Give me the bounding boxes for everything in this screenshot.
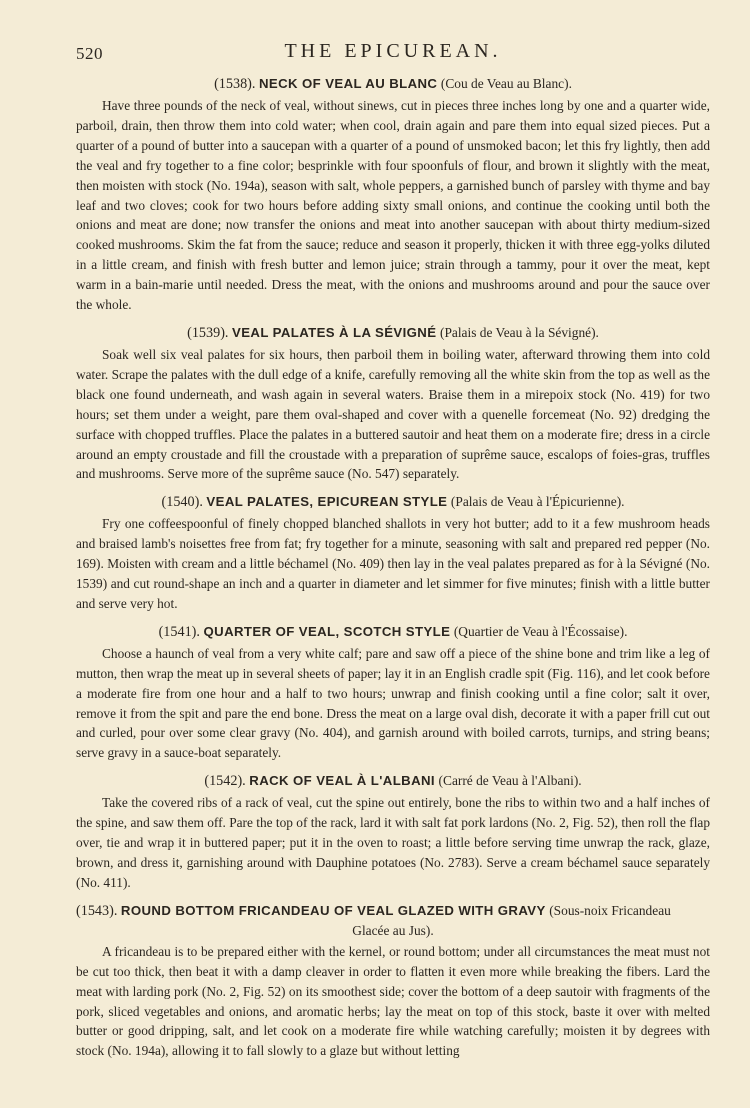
recipe-heading xyxy=(76,323,710,343)
recipe-body: Choose a haunch of veal from a very white calf; pare and saw off a piece of the shine bone and trim like a leg of mutton, then wrap the meat up in several sheets of paper; lay it in an English cradle spit (Fig. 116), and let cook before a moderate fire from one hour and a half to two hours; unwrap and finish cooking until a fine color; salt it over, remove it from the spit and pare the end bone. Dress the meat on a large oval dish, decorate it with a paper frill cut out and curled, pour over some clear gravy (No. 404), and garnish around with boiled carrots, turnips, and string beans; serve gravy in a sauce-boat separately. xyxy=(76,645,710,761)
recipe-1541 xyxy=(76,622,710,763)
recipe-1540 xyxy=(76,492,710,614)
recipe-heading xyxy=(76,622,710,642)
recipe-number: (1538). xyxy=(214,76,256,92)
running-head xyxy=(76,40,710,74)
recipe-french-title: (Quartier de Veau à l'Écossaise). xyxy=(453,623,628,639)
recipe-heading xyxy=(76,771,710,791)
recipe-french-title: (Palais de Veau à l'Épicurienne). xyxy=(450,494,625,510)
recipe-number: (1540). xyxy=(161,494,203,511)
recipe-french-title: (Palais de Veau à la Sévigné). xyxy=(439,324,599,340)
recipe-body: Have three pounds of the neck of veal, without sinews, cut in pieces three inches long by one and a quarter wide, parboil, drain, then throw them into cold water; when cool, drain again and pare them into equal sized pieces. Put a quarter of a pound of butter into a saucepan with a quarter of a pound of unsmoked bacon; let this fry lightly, then add the veal and fry together to a fine color; besprinkle with four spoonfuls of flour, and brown it slightly with the meat, then moisten with stock (No. 194a), season with salt, whole peppers, a garnished bunch of parsley with thyme and bay leaf and two cloves; cook for two hours before adding sixty small onions, and continue the cooking until both the onions and meat are done; now transfer the onions and meat into another saucepan with about thirty medium-sized cooked mushrooms. Skim the fat from the sauce; reduce and season it properly, thicken it with three egg-yolks diluted in a little cream, and finish with fresh butter and lemon juice; strain through a tammy, pour it over the meat, kept warm in a bain-marie until needed. Dress the meat, with the onions and mushrooms around and pour the sauce over the whole. xyxy=(76,98,710,313)
running-title: THE EPICUREAN. xyxy=(284,40,502,62)
recipe-french-title: (Cou de Veau au Blanc). xyxy=(440,76,572,91)
recipe-french-title: (Sous-noix Fricandeau xyxy=(549,902,671,918)
recipe-number: (1542). xyxy=(204,773,246,790)
recipe-1539 xyxy=(76,323,710,484)
recipe-title: ROUND BOTTOM FRICANDEAU OF VEAL GLAZED WITH GRAVY xyxy=(120,902,546,918)
recipe-1542 xyxy=(76,771,710,893)
recipe-number: (1543). xyxy=(76,902,118,919)
recipe-body: Soak well six veal palates for six hours, then parboil them in boiling water, afterward throwing them into cold water. Scrape the palates with the dull edge of a knife, carefully removing all the white skin from the top as well as the black one found underneath, and wash again in several waters. Braise them in a mirepoix stock (No. 419) for two hours; set them under a weight, pare them oval-shaped and cover with a quenelle forcemeat (No. 92) dredging the surface with chopped truffles. Place the palates in a buttered sautoir and heat them on a moderate fire; dress in a circle around an empty croustade and fill the croustade with a preparation of suprême sauce, escalops of foies-gras, truffles and mushrooms. Serve more of the suprême sauce (No. 547) separately. xyxy=(76,346,710,482)
recipe-heading xyxy=(76,492,710,512)
recipe-title: VEAL PALATES À LA SÉVIGNÉ xyxy=(232,324,437,340)
recipe-french-title-continued: Glacée au Jus). xyxy=(352,922,434,938)
recipe-title: QUARTER OF VEAL, SCOTCH STYLE xyxy=(203,623,451,639)
page-number: 520 xyxy=(76,44,103,63)
recipe-title: NECK OF VEAL AU BLANC xyxy=(258,76,438,91)
recipe-title: RACK OF VEAL À L'ALBANI xyxy=(249,773,435,789)
recipe-1538 xyxy=(76,74,710,315)
recipe-title: VEAL PALATES, EPICUREAN STYLE xyxy=(206,494,448,510)
recipe-number: (1541). xyxy=(158,623,200,640)
recipe-body: A fricandeau is to be prepared either with the kernel, or round bottom; under all circumstances the meat must not be cut too thick, then beat it with a damp cleaver in order to flatten it even more while breaking the fibers. Lard the meat with larding pork (No. 2, Fig. 52) on its smoothest side; cover the bottom of a deep sautoir with fragments of the pork, sliced vegetables and onions, and aromatic herbs; lay the meat on top of this stock, baste it over with melted butter or good dripping, salt, and let cook on a moderate fire while watching carefully; moisten it by degrees with stock (No. 194a), allowing it to fall slowly to a glaze but without letting xyxy=(76,943,710,1059)
recipe-number: (1539). xyxy=(187,324,229,341)
recipe-heading xyxy=(76,74,710,94)
recipe-french-title: (Carré de Veau à l'Albani). xyxy=(438,773,582,789)
recipe-body: Fry one coffeespoonful of finely chopped blanched shallots in very hot butter; add to it a few mushroom heads and braised lamb's noisettes free from fat; fry together for a minute, seasoning with salt and prepared red pepper (No. 169). Moisten with cream and a little béchamel (No. 409) then lay in the veal palates prepared as for à la Sévigné (No. 1539) and cut round-shape an inch and a quarter in diameter and let simmer for five minutes; finish with a little butter and serve very hot. xyxy=(76,516,710,611)
recipe-body: Take the covered ribs of a rack of veal, cut the spine out entirely, bone the ribs to within two and a half inches of the spine, and saw them off. Pare the top of the rack, lard it with salt fat pork lardons (No. 2, Fig. 52), then roll the flap over, tie and wrap it in buttered paper; put it in the oven to roast; a little before serving time unwrap the rack, glaze, brown, and dress it, garnishing around with Dauphine potatoes (No. 2783). Serve a cream béchamel sauce separately (No. 411). xyxy=(76,795,710,890)
recipe-1543 xyxy=(76,901,710,1061)
recipe-heading xyxy=(76,901,710,940)
